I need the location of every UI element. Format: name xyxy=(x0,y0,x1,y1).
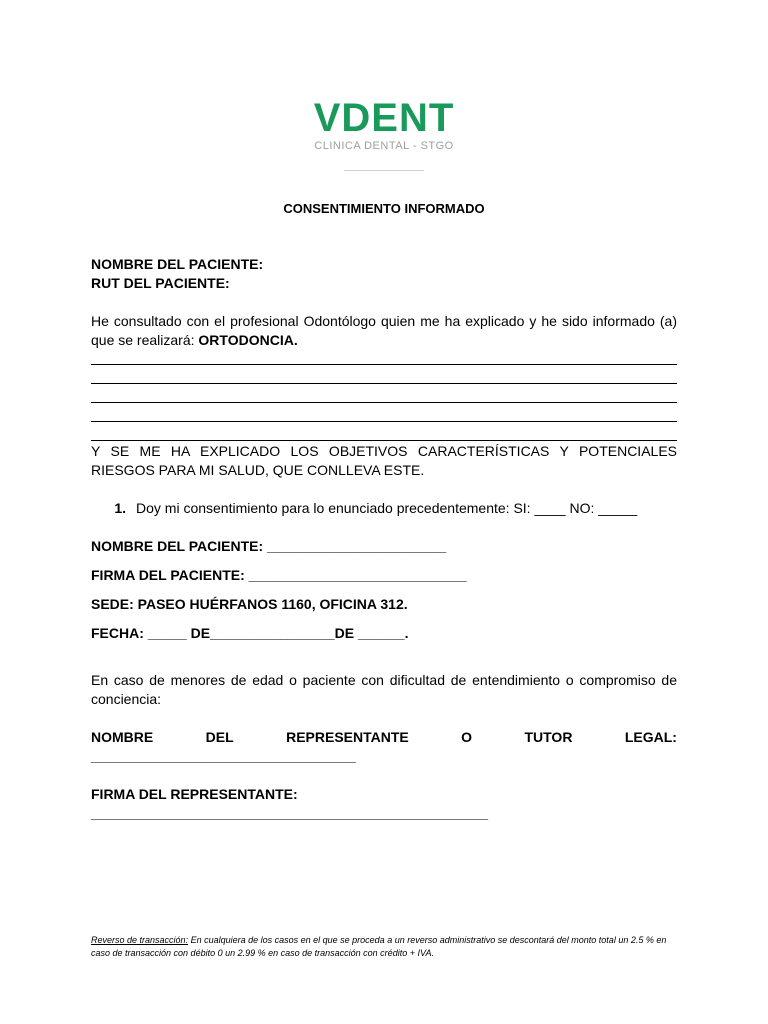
blank-line xyxy=(91,403,677,422)
blank-line xyxy=(91,365,677,384)
consent-item xyxy=(91,499,677,518)
intro-paragraph xyxy=(91,312,677,350)
patient-header xyxy=(91,255,677,293)
sede-address: SEDE: PASEO HUÉRFANOS 1160, OFICINA 312. xyxy=(91,596,408,612)
rep-word: NOMBRE xyxy=(91,729,154,745)
patient-rut-label: RUT DEL PACIENTE: xyxy=(91,275,230,291)
blank-line xyxy=(91,346,677,365)
footnote-label: Reverso de transacción: xyxy=(91,935,189,945)
procedure-name: ORTODONCIA. xyxy=(198,332,298,348)
patient-name-label: NOMBRE DEL PACIENTE: xyxy=(91,256,264,272)
logo-subtitle: CLINICA DENTAL - STGO xyxy=(314,140,454,152)
representative-label xyxy=(91,728,677,747)
representative-name-line: __________________________________ xyxy=(91,748,356,764)
rep-word: DEL xyxy=(205,729,234,745)
blank-lines xyxy=(91,346,677,441)
document-title: CONSENTIMIENTO INFORMADO xyxy=(283,201,485,216)
blank-line xyxy=(91,384,677,403)
clinic-logo xyxy=(0,96,768,171)
rep-word: REPRESENTANTE xyxy=(286,729,409,745)
date-field: FECHA: _____ DE________________DE ______. xyxy=(91,625,409,641)
patient-signature-field: FIRMA DEL PACIENTE: ____________________________ xyxy=(91,567,467,583)
logo-divider xyxy=(344,170,424,171)
logo-wordmark: VDENT xyxy=(313,96,455,140)
rep-word: TUTOR xyxy=(524,729,573,745)
minors-paragraph: En caso de menores de edad o paciente con dificultad de entendimiento o compromiso de conciencia: xyxy=(91,672,677,707)
representative-name-field xyxy=(91,728,677,766)
explained-paragraph: Y SE ME HA EXPLICADO LOS OBJETIVOS CARACTERÍSTICAS Y POTENCIALES RIESGOS PARA MI SALUD, QUE CONLLEVA ESTE. xyxy=(91,443,677,478)
rep-word: O xyxy=(461,729,473,745)
blank-line xyxy=(91,422,677,441)
representative-signature-field: FIRMA DEL REPRESENTANTE: ___________________________________________________ xyxy=(91,786,489,821)
footnote-text: En cualquiera de los casos en el que se proceda a un reverso administrativo se descontará del monto total un 2.5 % en caso de transacción con débito 0 un 2.99 % en caso de transacción con crédito + IVA. xyxy=(91,935,667,958)
item-number: 1. xyxy=(114,500,126,516)
consent-text: Doy mi consentimiento para lo enunciado precedentemente: SI: ____ NO: _____ xyxy=(136,500,638,516)
intro-text: He consultado con el profesional Odontólogo quien me ha explicado y he sido informado (a) que se realizará: xyxy=(91,313,677,348)
footnote xyxy=(91,934,677,960)
rep-word: LEGAL: xyxy=(624,729,677,745)
patient-name-field: NOMBRE DEL PACIENTE: _______________________ xyxy=(91,538,447,554)
